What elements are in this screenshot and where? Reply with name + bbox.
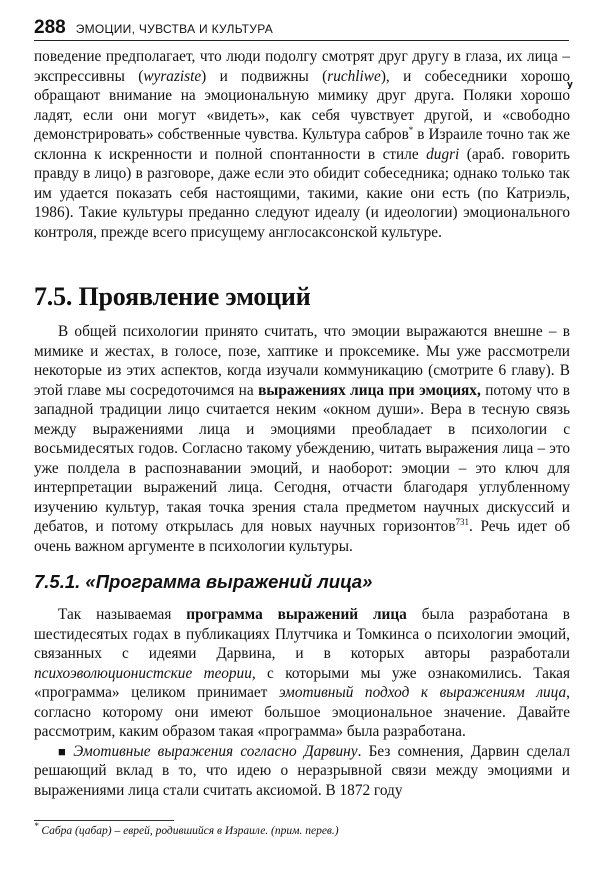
running-title: ЭМОЦИИ, ЧУВСТВА И КУЛЬТУРА	[75, 22, 274, 36]
italic-term: Эмотивные выражения согласно Дарвину	[73, 742, 358, 760]
text-run: , с которыми мы уже ознакомились. Такая «программа» целиком принимает	[34, 664, 570, 701]
footnote-mark: *	[408, 124, 414, 135]
subsection-heading: 7.5.1. «Программа выражений лица»	[34, 571, 373, 592]
subsection-paragraph-1	[34, 605, 570, 742]
text-run: была разработана в шестидесятых годах в публикациях Плутчика и Томкинса о психологии эмоций, связанных с идеями Дарвина, и в которых авторы разработали	[34, 606, 570, 662]
page-header	[34, 14, 569, 41]
italic-term: dugri	[426, 145, 460, 163]
footnote-divider	[34, 820, 174, 821]
bold-term: выражениях лица при эмоциях,	[258, 381, 481, 399]
text-run: Так называемая	[58, 606, 187, 623]
section-paragraph	[34, 322, 570, 556]
intro-paragraph	[34, 47, 570, 242]
text-run: ), и собеседники хорошо обращают внимание на эмоциональную мимику друг друга. Поляки хорошо ладят, если они могут «видеть», как себя чувствует другой, и «свободно демонстрировать» собственные чувства. Культура сабров	[34, 67, 571, 143]
bullet-square-icon: ■	[58, 743, 70, 759]
text-run: . Без сомнения, Дарвин сделал решающий вклад в то, что идею о неразрывной связи между эмоциями и выражениями лица стали считать аксиомой. В 1872 году	[34, 742, 570, 799]
text-run: потому что в западной традиции лицо считается неким «окном души». Вера в тесную связь между выражениями лица и эмоциями преобладает в психологии с восьмидесятых годов. Согласно такому убеждению, читать выражения лица – это уже полдела в распознавании эмоций, и наоборот: эмоции – это ключ для интерпретации выражений лица. Сегодня, отчасти благодаря углубленному изучению культур, такая точка зрения стала предметом научных дискуссий и дебатов, и потому открылась для новых научных горизонтов	[34, 381, 571, 535]
text-run: в Израиле точно так же склонна к искренности и полной спонтанности в стиле	[34, 126, 570, 163]
footnote-mark: *	[34, 821, 39, 832]
footnote	[34, 821, 570, 839]
text-run: (араб. говорить правду в лицо) в разговоре, даже если это обидит собеседника; однако только так им удается показать себя настоящими, такими, какие они есть (по Катриэль, 1986). Такие культуры преданно следуют идеалу (и идеологии) эмоционального контроля, прежде всего присущему англосаксонской культуре.	[34, 145, 570, 241]
section-heading: 7.5. Проявление эмоций	[34, 282, 311, 311]
subsection-body	[34, 605, 570, 800]
subsection-paragraph-2	[34, 742, 570, 801]
italic-term: психоэволюционистские теории	[34, 664, 252, 682]
text-run: В общей психологии принято считать, что эмоции выражаются внешне – в мимике и жестах, в голосе, позе, хаптике и проксемике. Мы уже рассмотрели некоторые из этих аспектов, когда изучали коммуникацию (смотрите 6 главу). В этой главе мы сосредоточимся на	[34, 323, 570, 399]
text-run: , согласно которому они имеют большое эмоциональное значение. Давайте рассмотрим, каким образом такая «программа» была разработана.	[34, 684, 570, 740]
italic-term: ruchliwe	[327, 67, 381, 85]
italic-term: эмотивный подход к выражениям лица	[278, 684, 567, 701]
text-run: ) и подвижны (	[201, 67, 328, 85]
bold-term: программа выражений лица	[186, 606, 407, 623]
text-run: поведение предполагает, что люди подолгу смотрят друг другу в глаза, их лица – экспрессивны (	[34, 48, 570, 85]
italic-term: wyraziste	[143, 67, 202, 85]
reference-mark: 731	[455, 516, 470, 527]
footnote-text: Сабра (цабар) – еврей, родившийся в Израиле. (прим. перев.)	[38, 825, 339, 837]
page-number: 288	[34, 17, 66, 38]
text-run: . Речь идет об очень важном аргументе в психологии культуры.	[34, 518, 570, 555]
margin-mark: у	[567, 80, 573, 90]
